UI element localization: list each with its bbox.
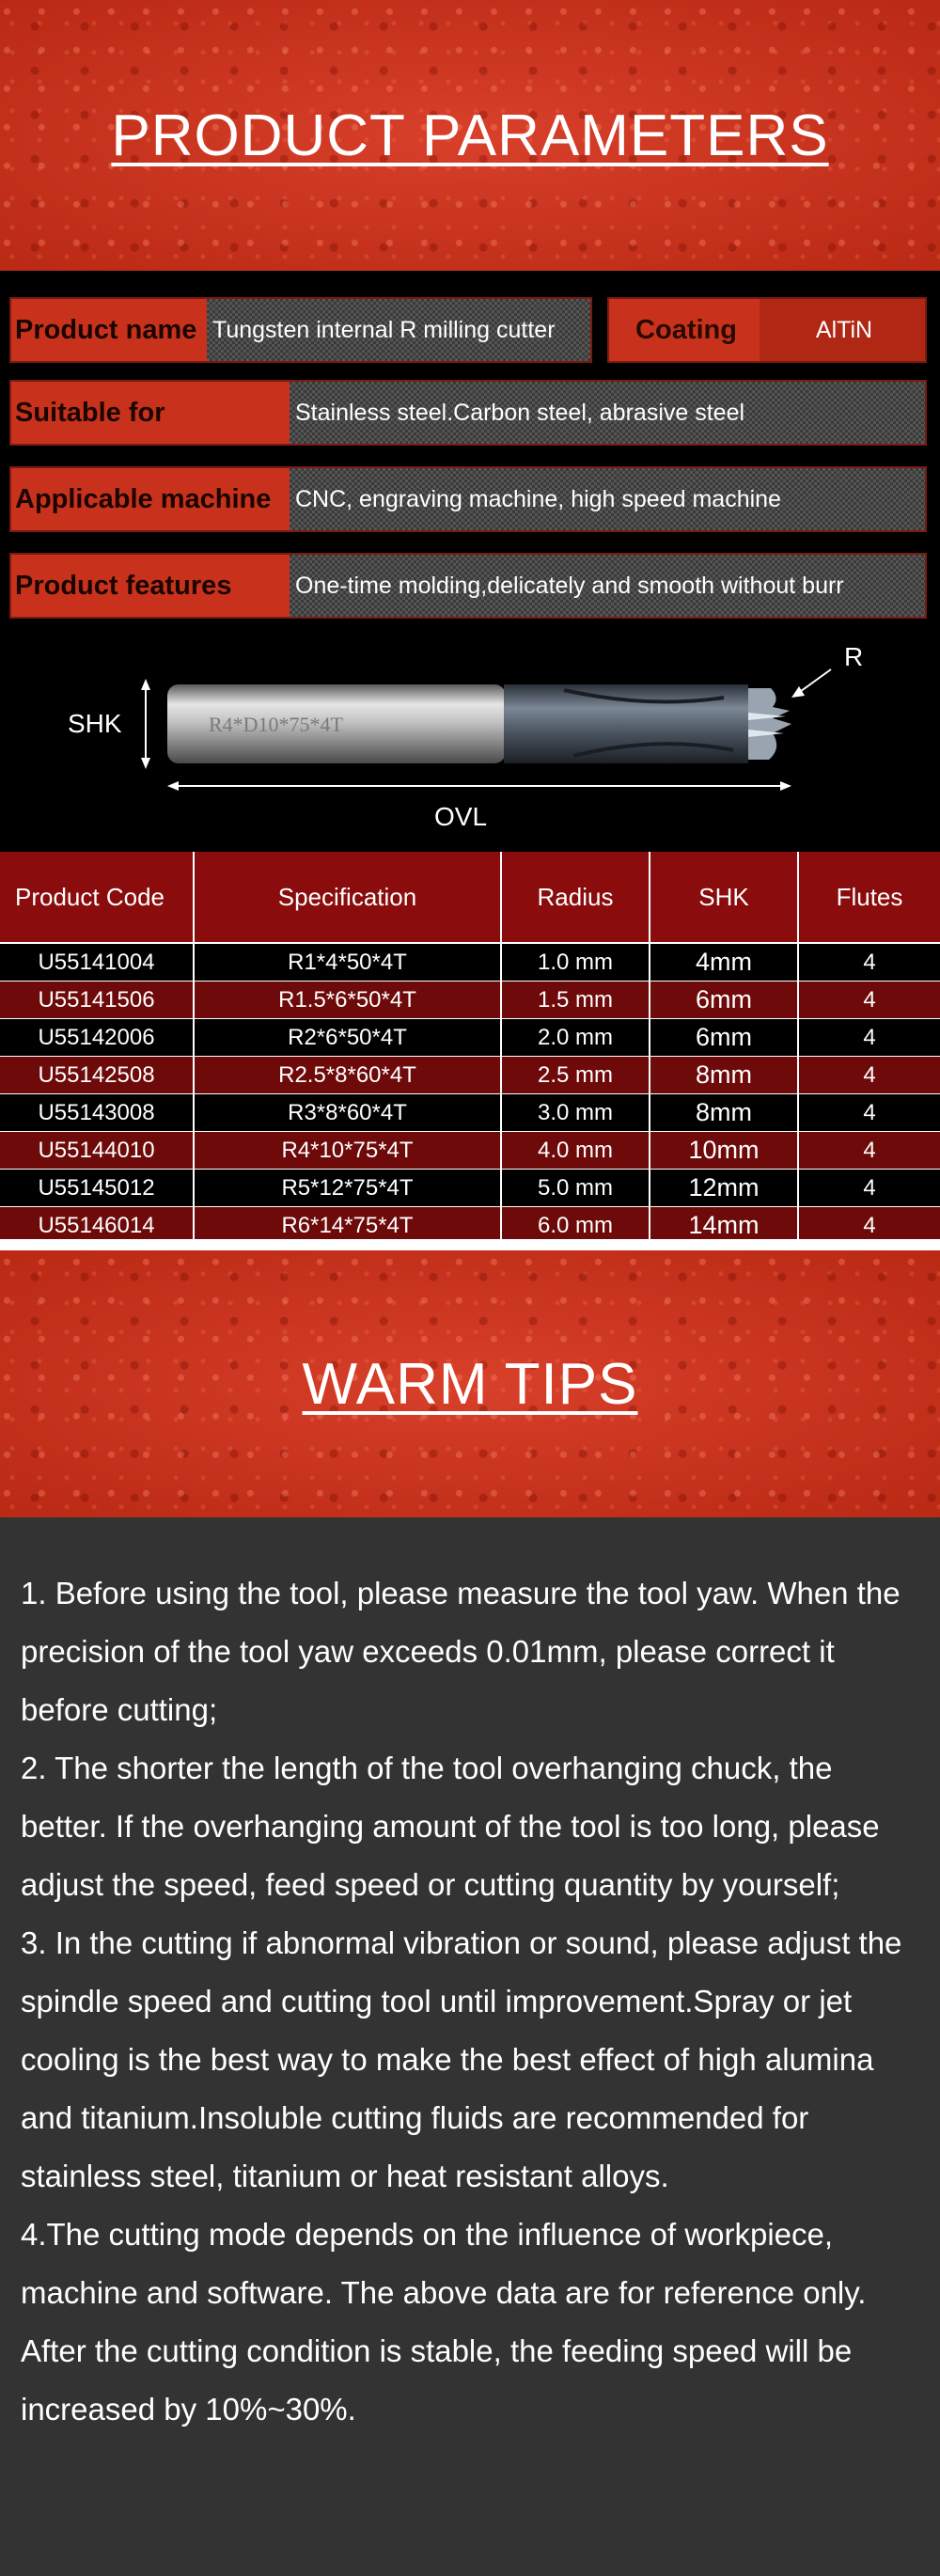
shk-arrow-top-icon xyxy=(141,679,150,690)
suitable-for-label: Suitable for xyxy=(11,382,290,444)
column-header-radius: Radius xyxy=(502,852,650,942)
shk-cell: 6mm xyxy=(650,1019,799,1056)
specification-cell: R2*6*50*4T xyxy=(195,1019,502,1056)
ovl-arrow-right-icon xyxy=(780,781,791,791)
radius-cell: 1.0 mm xyxy=(502,944,650,981)
tip-item: 2. The shorter the length of the tool overhanging chuck, the better. If the overhanging amount of the tool is too long, please adjust the speed, feed speed or cutting quantity by yourself; xyxy=(21,1751,880,1902)
warm-tips-title: WARM TIPS xyxy=(302,1351,638,1417)
applicable-machine-row xyxy=(9,466,927,532)
radius-pointer-line xyxy=(797,669,831,694)
shk-cell: 12mm xyxy=(650,1170,799,1206)
tool-diagram xyxy=(0,632,940,848)
product-code-cell: U55141506 xyxy=(0,982,195,1018)
flutes-cell: 4 xyxy=(863,1212,876,1238)
radius-cell: 2.5 mm xyxy=(502,1057,650,1093)
coating-row xyxy=(607,297,927,363)
radius-label: R xyxy=(844,642,864,671)
suitable-for-value: Stainless steel.Carbon steel, abrasive steel xyxy=(290,382,925,444)
specification-cell: R6*14*75*4T xyxy=(195,1207,502,1244)
tips-list xyxy=(21,1564,923,2439)
ovl-dimension-label: OVL xyxy=(434,802,488,831)
product-features-row xyxy=(9,553,927,619)
flutes-cell: 4 xyxy=(863,1137,876,1163)
flutes-cell: 4 xyxy=(863,1099,876,1125)
tool-head xyxy=(504,684,748,763)
specification-cell: R1.5*6*50*4T xyxy=(195,982,502,1018)
flutes-cell: 4 xyxy=(863,1024,876,1050)
shk-arrow-bottom-icon xyxy=(141,758,150,769)
radius-cell: 5.0 mm xyxy=(502,1170,650,1206)
flutes-cell: 4 xyxy=(863,949,876,975)
radius-cell: 4.0 mm xyxy=(502,1132,650,1169)
product-code-cell: U55141004 xyxy=(0,944,195,981)
specification-cell: R5*12*75*4T xyxy=(195,1170,502,1206)
radius-arrow-icon xyxy=(791,686,805,698)
table-body xyxy=(0,944,940,1245)
shk-dimension-label: SHK xyxy=(68,709,122,738)
section-divider xyxy=(0,1239,940,1250)
column-header-shk: SHK xyxy=(650,852,799,942)
specification-cell: R4*10*75*4T xyxy=(195,1132,502,1169)
product-code-cell: U55142508 xyxy=(0,1057,195,1093)
column-header-flutes: Flutes xyxy=(836,882,903,911)
tip-item: 3. In the cutting if abnormal vibration or sound, please adjust the spindle speed and cutting tool until improvement.Spray or jet cooling is the best way to make the best effect of high alumina and titanium.Insoluble cutting fluids are recommended for stainless steel, titanium or heat resistant alloys. xyxy=(21,1925,902,2193)
table-row xyxy=(0,1170,940,1207)
flutes-cell: 4 xyxy=(863,1174,876,1201)
table-header xyxy=(0,852,940,944)
column-header-specification: Specification xyxy=(195,852,502,942)
shk-cell: 14mm xyxy=(650,1207,799,1244)
specification-cell: R3*8*60*4T xyxy=(195,1094,502,1131)
shk-cell: 4mm xyxy=(650,944,799,981)
coating-label: Coating xyxy=(609,299,760,361)
product-code-cell: U55146014 xyxy=(0,1207,195,1244)
shk-cell: 6mm xyxy=(650,982,799,1018)
product-code-cell: U55142006 xyxy=(0,1019,195,1056)
radius-cell: 3.0 mm xyxy=(502,1094,650,1131)
product-name-value: Tungsten internal R milling cutter xyxy=(207,299,590,361)
product-code-cell: U55145012 xyxy=(0,1170,195,1206)
radius-cell: 1.5 mm xyxy=(502,982,650,1018)
product-code-cell: U55144010 xyxy=(0,1132,195,1169)
shk-cell: 8mm xyxy=(650,1094,799,1131)
table-row xyxy=(0,1094,940,1132)
tool-cutting-tip xyxy=(748,688,791,760)
table-row xyxy=(0,1057,940,1094)
product-parameters-title: PRODUCT PARAMETERS xyxy=(111,102,829,168)
warm-tips-banner xyxy=(0,1250,940,1517)
spec-table xyxy=(0,852,940,1245)
tip-item: 4.The cutting mode depends on the influence of workpiece, machine and software. The above data are for reference only. After the cutting condition is stable, the feeding speed will be increased by 10%~30%. xyxy=(21,2217,867,2427)
table-row xyxy=(0,1132,940,1170)
tip-item: 1. Before using the tool, please measure the tool yaw. When the precision of the tool yaw exceeds 0.01mm, please correct it before cutting; xyxy=(21,1576,901,1727)
product-parameters-banner xyxy=(0,0,940,271)
ovl-arrow-left-icon xyxy=(167,781,179,791)
product-features-value: One-time molding,delicately and smooth without burr xyxy=(290,555,925,617)
radius-cell: 2.0 mm xyxy=(502,1019,650,1056)
product-name-label: Product name xyxy=(11,299,207,361)
shk-cell: 10mm xyxy=(650,1132,799,1169)
table-row xyxy=(0,982,940,1019)
shk-cell: 8mm xyxy=(650,1057,799,1093)
product-code-cell: U55143008 xyxy=(0,1094,195,1131)
suitable-for-row xyxy=(9,380,927,446)
applicable-machine-label: Applicable machine xyxy=(11,468,290,530)
specification-cell: R1*4*50*4T xyxy=(195,944,502,981)
flutes-cell: 4 xyxy=(863,1061,876,1088)
specification-cell: R2.5*8*60*4T xyxy=(195,1057,502,1093)
applicable-machine-value: CNC, engraving machine, high speed machine xyxy=(290,468,925,530)
shank-marking: R4*D10*75*4T xyxy=(209,713,343,736)
column-header-product-code: Product Code xyxy=(0,852,195,942)
table-row xyxy=(0,944,940,982)
product-features-label: Product features xyxy=(11,555,290,617)
warm-tips-section xyxy=(0,1517,940,2576)
flutes-cell: 4 xyxy=(863,986,876,1013)
product-name-row xyxy=(9,297,592,363)
table-row xyxy=(0,1019,940,1057)
coating-value: AlTiN xyxy=(760,299,925,361)
radius-cell: 6.0 mm xyxy=(502,1207,650,1244)
